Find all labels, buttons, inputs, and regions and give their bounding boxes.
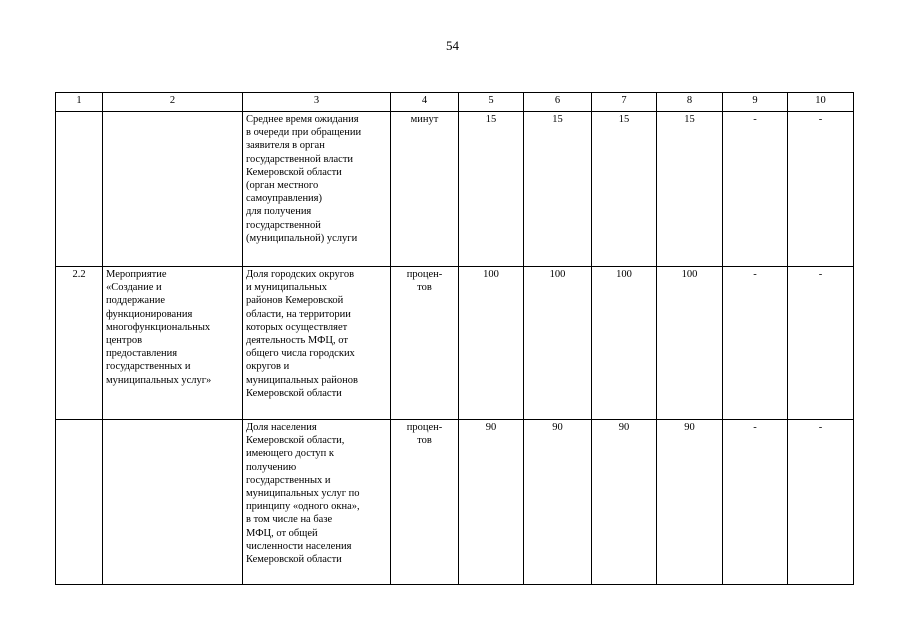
value-cell: 100	[459, 267, 524, 420]
value-cell: 100	[524, 267, 592, 420]
indicator-cell	[243, 420, 391, 585]
indicator-line: муниципальных услуг по	[246, 488, 360, 500]
indicator-line: государственных и	[246, 474, 331, 486]
indicator-line: (орган местного	[246, 180, 319, 192]
indicator-line: для получения	[246, 206, 312, 218]
value-cell: 90	[657, 420, 723, 585]
unit-line: минут	[410, 114, 439, 125]
event-cell	[103, 420, 243, 585]
indicator-line: принципу «одного окна»,	[246, 501, 360, 513]
column-header: 8	[657, 93, 723, 112]
event-line: «Создание и	[106, 282, 162, 294]
column-header: 10	[788, 93, 854, 112]
event-line: поддержание	[106, 295, 165, 307]
column-header: 2	[103, 93, 243, 112]
indicator-line: Кемеровской области	[246, 387, 342, 399]
column-header: 9	[723, 93, 788, 112]
column-number-row	[56, 93, 854, 112]
indicator-line: и муниципальных	[246, 282, 327, 294]
event-line: функционирования	[106, 308, 193, 320]
event-line: многофункциональных	[106, 321, 211, 333]
event-cell	[103, 267, 243, 420]
value-cell: 90	[524, 420, 592, 585]
unit-cell	[391, 420, 459, 585]
value-cell: 15	[657, 112, 723, 267]
table-row	[56, 112, 854, 267]
indicator-line: численности населения	[246, 540, 352, 552]
indicator-line: (муниципальной) услуги	[246, 232, 358, 244]
indicator-line: заявителя в орган	[246, 140, 325, 152]
value-cell: -	[788, 267, 854, 420]
unit-cell	[391, 267, 459, 420]
event-line: государственных и	[106, 361, 191, 373]
indicator-line: Среднее время ожидания	[246, 114, 359, 125]
value-cell: 90	[459, 420, 524, 585]
unit-cell	[391, 112, 459, 267]
indicator-line: районов Кемеровской	[246, 295, 344, 307]
value-cell: -	[788, 112, 854, 267]
column-header: 5	[459, 93, 524, 112]
indicator-line: в очереди при обращении	[246, 127, 362, 139]
indicator-line: Кемеровской области	[246, 554, 342, 566]
indicator-line: самоуправления)	[246, 193, 323, 205]
column-header: 4	[391, 93, 459, 112]
value-cell: 15	[524, 112, 592, 267]
indicator-line: Доля населения	[246, 422, 317, 433]
indicator-line: государственной	[246, 219, 321, 231]
indicator-line: Кемеровской области,	[246, 435, 345, 447]
indicator-line: деятельность МФЦ, от	[246, 335, 348, 347]
table-row	[56, 267, 854, 420]
indicator-line: государственной власти	[246, 153, 354, 165]
value-cell: 100	[657, 267, 723, 420]
indicator-line: Доля городских округов	[246, 269, 355, 280]
event-cell	[103, 112, 243, 267]
indicator-line: округов и	[246, 361, 290, 373]
value-cell: 100	[592, 267, 657, 420]
row-number-cell	[56, 112, 103, 267]
column-header: 7	[592, 93, 657, 112]
value-cell: 15	[592, 112, 657, 267]
unit-line: тов	[417, 435, 432, 447]
unit-line: тов	[417, 282, 432, 294]
event-line: Мероприятие	[106, 269, 167, 280]
indicator-cell	[243, 267, 391, 420]
page-number: 54	[446, 38, 459, 53]
column-header: 3	[243, 93, 391, 112]
value-cell: -	[723, 420, 788, 585]
value-cell: 90	[592, 420, 657, 585]
event-line: муниципальных услуг»	[106, 374, 212, 386]
indicator-line: которых осуществляет	[246, 321, 348, 333]
table-row	[56, 420, 854, 585]
value-cell: -	[723, 112, 788, 267]
indicator-line: имеющего доступ к	[246, 448, 334, 460]
value-cell: -	[723, 267, 788, 420]
value-cell: -	[788, 420, 854, 585]
indicator-cell	[243, 112, 391, 267]
indicator-line: Кемеровской области	[246, 166, 342, 178]
indicator-line: муниципальных районов	[246, 374, 358, 386]
unit-line: процен-	[406, 269, 443, 280]
value-cell: 15	[459, 112, 524, 267]
column-header: 6	[524, 93, 592, 112]
indicator-line: общего числа городских	[246, 348, 355, 360]
indicator-line: в том числе на базе	[246, 514, 333, 526]
indicator-line: области, на территории	[246, 308, 351, 320]
event-line: центров	[106, 335, 143, 347]
column-header: 1	[56, 93, 103, 112]
indicator-line: МФЦ, от общей	[246, 527, 318, 539]
indicators-table	[55, 92, 854, 585]
indicator-line: получению	[246, 461, 297, 473]
row-number-cell	[56, 420, 103, 585]
event-line: предоставления	[106, 348, 178, 360]
row-number-cell: 2.2	[56, 267, 103, 420]
unit-line: процен-	[406, 422, 443, 433]
